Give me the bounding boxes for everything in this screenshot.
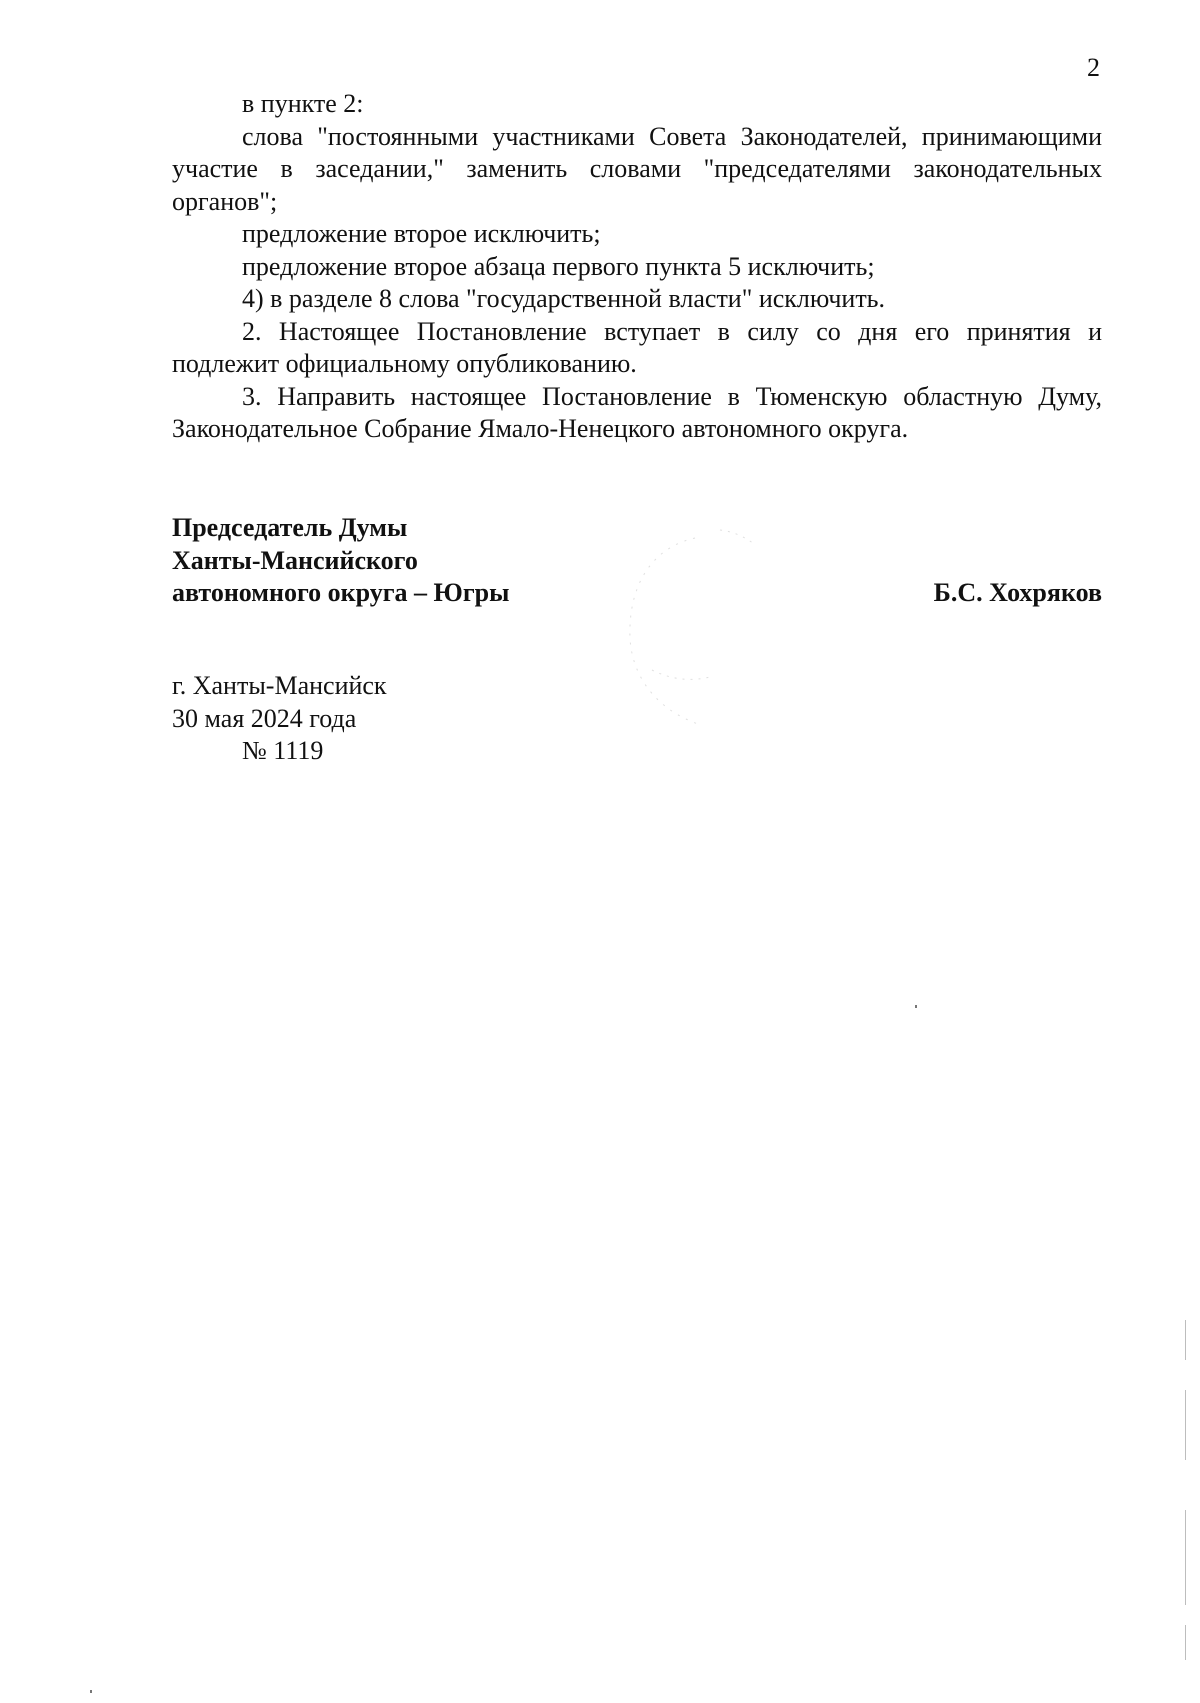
signer-title-line-1: Председатель Думы — [172, 513, 408, 542]
signer-title-line-2: Ханты-Мансийского — [172, 545, 418, 575]
scan-margin-mark — [1185, 1320, 1186, 1360]
paragraph-remove-second-sentence: предложение второе исключить; — [242, 219, 601, 248]
scan-speck — [90, 1690, 92, 1693]
paragraph-replace-words: слова "постоянными участниками Совета Законодателей, принимающими участие в заседании," заменить словами "председателями законодательных органов"; — [172, 121, 1102, 216]
place-of-adoption: г. Ханты-Мансийск — [172, 671, 387, 700]
scan-speck — [915, 1005, 917, 1008]
paragraph-remove-second-sentence-item-5: предложение второе абзаца первого пункта 5 исключить; — [242, 251, 875, 281]
date-of-adoption: 30 мая 2024 года — [172, 703, 357, 733]
scan-margin-mark — [1185, 1510, 1186, 1605]
signer-title-line-3: автономного округа – Югры — [172, 578, 510, 607]
paragraph-send-resolution: 3. Направить настоящее Постановление в Тюменскую областную Думу, Законодательное Собрание Ямало-Ненецкого автономного округа. — [172, 381, 1102, 443]
document-body — [172, 88, 1102, 446]
signer-name: Б.С. Хохряков — [933, 578, 1102, 607]
scan-margin-mark — [1185, 1390, 1186, 1460]
scan-margin-mark — [1185, 1625, 1186, 1660]
place-date-block — [172, 670, 387, 768]
paragraph-entry-into-force: 2. Настоящее Постановление вступает в силу со дня его принятия и подлежит официальному опубликованию. — [172, 316, 1102, 378]
faint-stamp-trace — [610, 520, 780, 750]
paragraph-section-8: 4) в разделе 8 слова "государственной власти" исключить. — [242, 284, 886, 313]
page-number: 2 — [1087, 53, 1100, 82]
document-number: № 1119 — [242, 736, 324, 765]
paragraph-item-2-heading: в пункте 2: — [242, 89, 364, 118]
